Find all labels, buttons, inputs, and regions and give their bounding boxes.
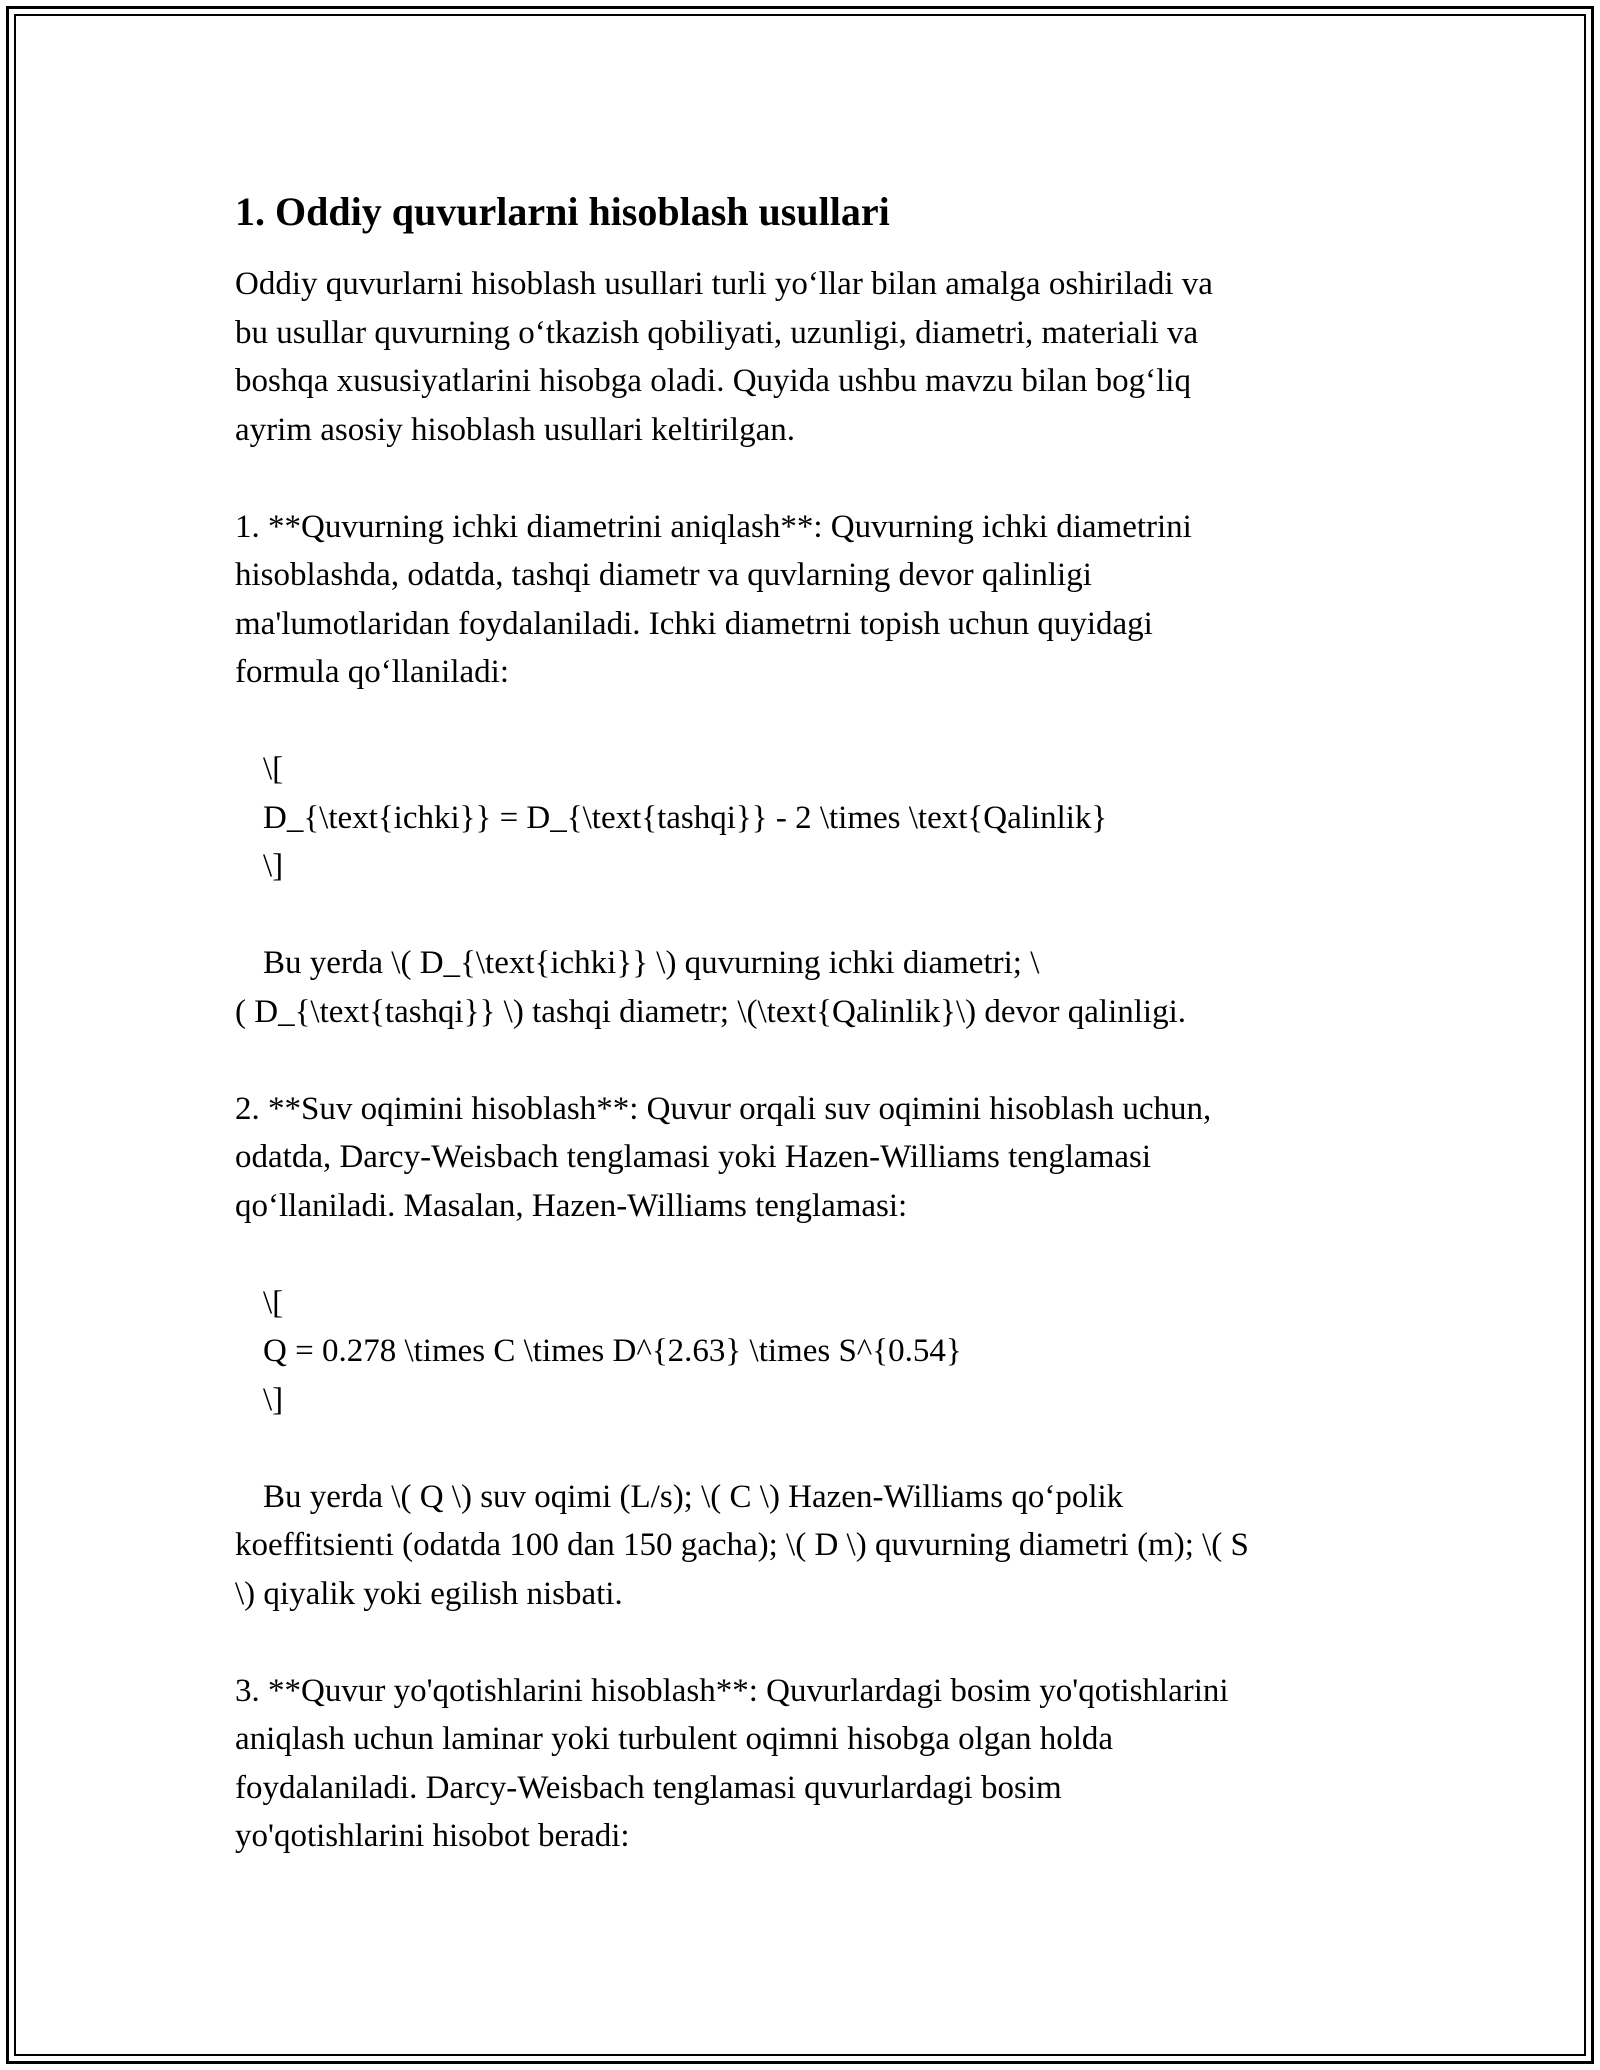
formula-line: \]	[263, 1381, 284, 1418]
text-line: 2. **Suv oqimini hisoblash**: Quvur orqali suv oqimini hisoblash uchun,	[235, 1090, 1212, 1127]
text-line: koeffitsienti (odatda 100 dan 150 gacha); \( D \) quvurning diametri (m); \( S	[235, 1527, 1249, 1563]
formula-line: \]	[263, 848, 284, 884]
text-line: foydalaniladi. Darcy-Weisbach tenglamasi quvurlardagi bosim	[235, 1769, 1062, 1806]
blank-line	[235, 1036, 1375, 1085]
text-line: hisoblashda, odatda, tashqi diametr va quvlarning devor qalinligi	[235, 557, 1092, 593]
document-body	[235, 186, 1375, 1861]
text-line: formula qo‘llaniladi:	[235, 654, 510, 690]
text-line: qo‘llaniladi. Masalan, Hazen-Williams tenglamasi:	[235, 1187, 908, 1224]
blank-line	[235, 454, 1375, 503]
text-line: \) qiyalik yoki egilish nisbati.	[235, 1575, 623, 1612]
blank-line	[235, 1424, 1375, 1473]
text-line: Bu yerda \( D_{\text{ichki}} \) quvurning ichki diametri; \	[263, 945, 1040, 981]
text-line: ayrim asosiy hisoblash usullari keltirilgan.	[235, 411, 796, 448]
text-line: ( D_{\text{tashqi}} \) tashqi diametr; \(\text{Qalinlik}\) devor qalinligi.	[235, 993, 1187, 1030]
formula-line: \[	[263, 1284, 284, 1321]
formula-line: Q = 0.278 \times C \times D^{2.63} \times S^{0.54}	[263, 1333, 962, 1369]
blank-line	[235, 1618, 1375, 1667]
text-line: bu usullar quvurning o‘tkazish qobiliyati, uzunligi, diametri, materiali va	[235, 314, 1199, 351]
text-line: Bu yerda \( Q \) suv oqimi (L/s); \( C \) Hazen-Williams qo‘polik	[263, 1478, 1124, 1515]
blank-line	[235, 891, 1375, 940]
formula-line: D_{\text{ichki}} = D_{\text{tashqi}} - 2 \times \text{Qalinlik}	[263, 799, 1108, 836]
blank-line	[235, 1230, 1375, 1279]
text-line: yo'qotishlarini hisobot beradi:	[235, 1818, 630, 1854]
formula-line: \[	[263, 751, 284, 787]
text-line: boshqa xususiyatlarini hisobga oladi. Quyida ushbu mavzu bilan bog‘liq	[235, 363, 1191, 399]
text-line: Oddiy quvurlarni hisoblash usullari turli yo‘llar bilan amalga oshiriladi va	[235, 266, 1213, 302]
text-line: 1. **Quvurning ichki diametrini aniqlash**: Quvurning ichki diametrini	[235, 508, 1192, 545]
text-line: odatda, Darcy-Weisbach tenglamasi yoki Hazen-Williams tenglamasi	[235, 1139, 1152, 1175]
section-heading: 1. Oddiy quvurlarni hisoblash usullari	[235, 189, 890, 234]
blank-line	[235, 697, 1375, 746]
text-line: aniqlash uchun laminar yoki turbulent oqimni hisobga olgan holda	[235, 1721, 1114, 1757]
text-line: ma'lumotlaridan foydalaniladi. Ichki diametrni topish uchun quyidagi	[235, 605, 1153, 642]
text-line: 3. **Quvur yo'qotishlarini hisoblash**: Quvurlardagi bosim yo'qotishlarini	[235, 1672, 1229, 1709]
